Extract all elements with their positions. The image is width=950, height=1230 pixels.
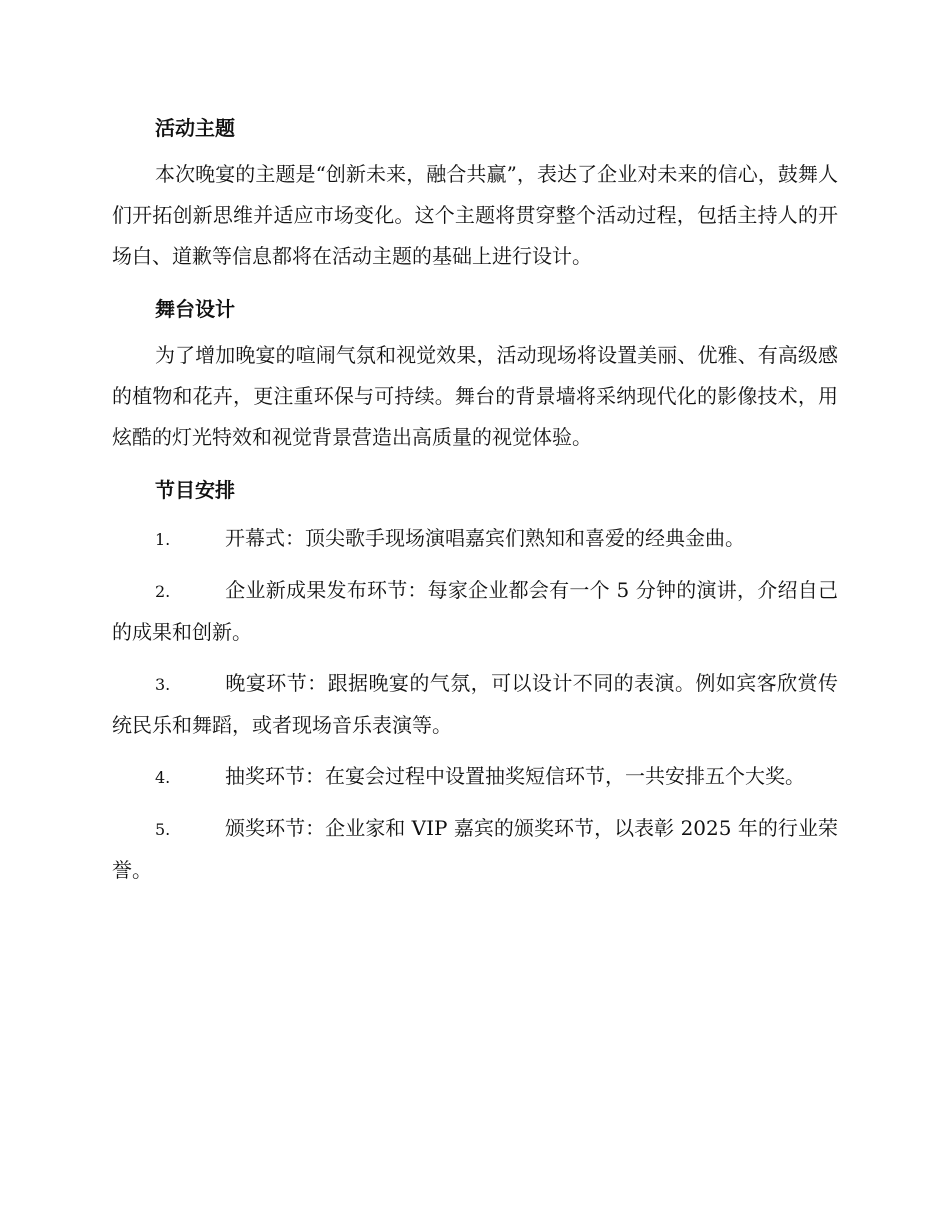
program-item-number: 1. (155, 530, 171, 549)
section-heading-stage: 舞台设计 (155, 297, 235, 321)
program-item (112, 808, 838, 891)
document-page (112, 108, 838, 901)
section-paragraph-stage: 为了增加晚宴的喧闹气氛和视觉效果，活动现场将设置美丽、优雅、有高级感的植物和花卉，更注重环保与可持续。舞台的背景墙将采纳现代化的影像技术，用炫酷的灯光特效和视觉背景营造出高质量的视觉体验。 (112, 343, 838, 449)
section-paragraph-theme: 本次晚宴的主题是“创新未来，融合共赢”，表达了企业对未来的信心，鼓舞人们开拓创新思维并适应市场变化。这个主题将贯穿整个活动过程，包括主持人的开场白、道歉等信息都将在活动主题的基础上进行设计。 (112, 162, 838, 268)
program-item-number: 2. (155, 582, 171, 601)
program-item-text: 晚宴环节：跟据晚宴的气氛，可以设计不同的表演。例如宾客欣赏传统民乐和舞蹈，或者现场音乐表演等。 (112, 671, 838, 737)
program-item-text: 抽奖环节：在宴会过程中设置抽奖短信环节，一共安排五个大奖。 (225, 764, 805, 788)
program-item (112, 570, 838, 653)
program-item-text: 企业新成果发布环节：每家企业都会有一个 5 分钟的演讲，介绍自己的成果和创新。 (112, 578, 838, 644)
section-heading-program: 节目安排 (155, 478, 235, 502)
program-item-text: 开幕式：顶尖歌手现场演唱嘉宾们熟知和喜爱的经典金曲。 (225, 526, 745, 550)
program-item (112, 663, 838, 746)
program-item (112, 756, 838, 798)
program-item-number: 4. (155, 768, 171, 787)
program-item-number: 3. (155, 675, 171, 694)
program-item-text: 颁奖环节：企业家和 VIP 嘉宾的颁奖环节，以表彰 2025 年的行业荣誉。 (112, 816, 838, 882)
program-item (112, 518, 838, 560)
program-item-number: 5. (155, 820, 171, 839)
program-list (112, 518, 838, 891)
section-heading-theme: 活动主题 (155, 116, 235, 140)
